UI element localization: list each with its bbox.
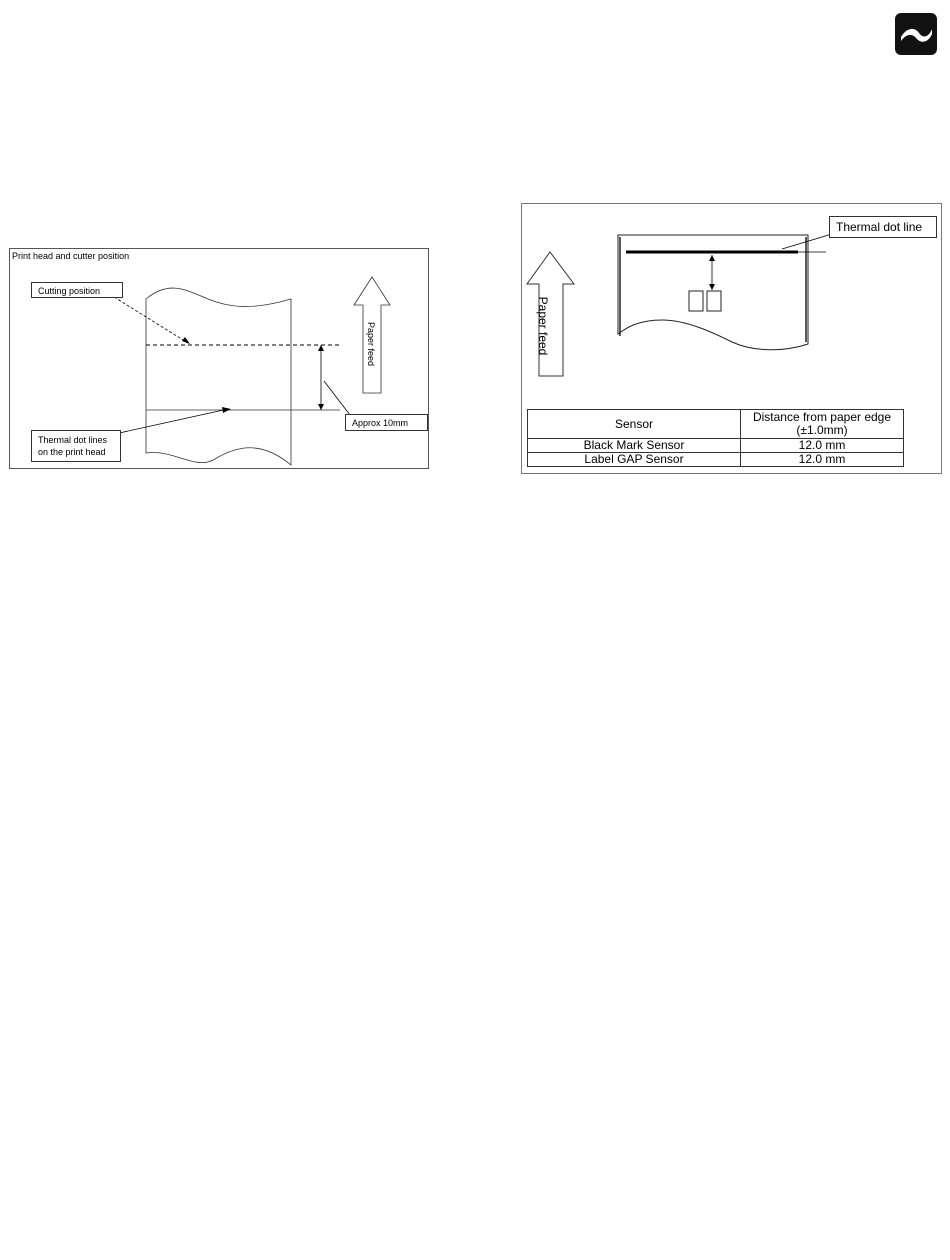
paper-feed-label: Paper feed	[536, 296, 550, 356]
print-head-text: on the print head	[38, 447, 106, 457]
distance-cell: 12.0 mm	[741, 439, 904, 453]
approx-distance-label: Approx 10mm	[345, 414, 428, 431]
thermal-dot-line-label: Thermal dot line	[829, 216, 937, 238]
distance-cell: 12.0 mm	[741, 453, 904, 467]
distance-column-header	[741, 410, 904, 439]
sensor-distance-table	[527, 409, 904, 467]
figure-title: Print head and cutter position	[12, 251, 130, 261]
cutting-position-label: Cutting position	[31, 282, 123, 298]
sensor-name-cell: Black Mark Sensor	[528, 439, 741, 453]
tolerance-text: (±1.0mm)	[796, 423, 848, 437]
sensor-column-header: Sensor	[528, 410, 741, 439]
table-row	[528, 439, 904, 453]
sensor-name-cell: Label GAP Sensor	[528, 453, 741, 467]
logo	[895, 13, 937, 55]
paper-feed-label: Paper feed	[366, 322, 376, 367]
sensor-position-figure	[521, 203, 942, 474]
table-row	[528, 453, 904, 467]
wave-logo-icon	[895, 13, 937, 55]
print-head-cutter-figure	[9, 248, 429, 469]
thermal-dot-lines-text: Thermal dot lines	[38, 435, 108, 445]
table-header-row	[528, 410, 904, 439]
thermal-dot-lines-label	[31, 430, 121, 462]
distance-header-text: Distance from paper edge	[752, 410, 892, 424]
